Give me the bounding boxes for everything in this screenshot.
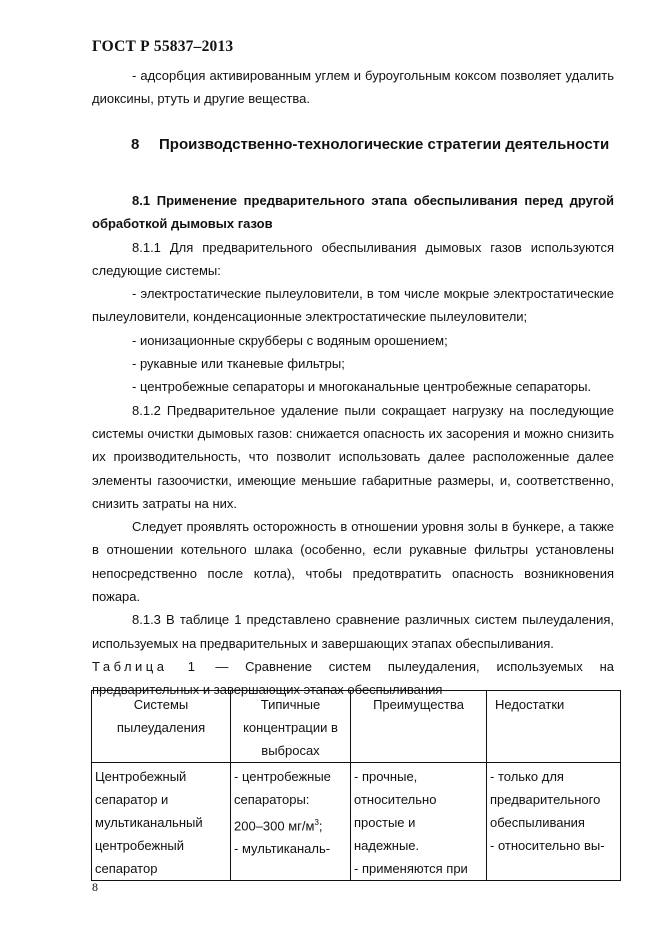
comparison-table — [91, 690, 621, 881]
paragraph-8-1-1: 8.1.1 Для предварительного обеспыливания дымовых газов используются следующие системы: — [92, 239, 614, 278]
paragraph-8-1-3: 8.1.3 В таблице 1 представлено сравнение различных систем пылеудаления, используемых на предварительных и завершающих этапах обеспыливания. — [92, 612, 614, 651]
page-number: 8 — [92, 880, 98, 894]
header-concentrations: Типичные концентрации в выбросах — [231, 691, 351, 763]
concentration-superscript: 3 — [314, 818, 319, 827]
cell-disadvantages: - только для предварительного обеспыливания - относительно вы- — [487, 763, 621, 881]
cell-concentration — [231, 763, 351, 881]
list-item: - ионизационные скрубберы с водяным орошением; — [132, 332, 448, 348]
section-title: Производственно-технологические стратегии деятельности — [159, 136, 610, 153]
subsection-title: 8.1 Применение предварительного этапа обеспыливания перед другой обработкой дымовых газов — [92, 193, 614, 232]
paragraph-caution: Следует проявлять осторожность в отношении уровня золы в бункере, а также в отношении котельного шлака (особенно, если рукавные фильтры установлены непосредственно после котла), чтобы предотвратить опасность возникновения пожара. — [92, 519, 614, 605]
table-caption-label: Таблица 1 — [92, 658, 199, 674]
section-heading — [92, 132, 614, 158]
list-item: - центробежные сепараторы и многоканальные центробежные сепараторы. — [132, 379, 592, 395]
intro-block — [92, 64, 614, 111]
list-item: - электростатические пылеуловители, в том числе мокрые электростатические пылеуловители, конденсационные электростатические пылеуловители; — [92, 286, 614, 325]
cell-system: Центробежный сепаратор и мультиканальный центробежный сепаратор — [92, 763, 231, 881]
header-systems: Системы пылеудаления — [92, 691, 231, 763]
table-row — [92, 763, 621, 881]
table-header-row — [92, 691, 621, 763]
header-disadvantages: Недостатки — [487, 691, 621, 763]
concentration-line: - мультиканаль- — [234, 841, 331, 857]
paragraph-8-1-2: 8.1.2 Предварительное удаление пыли сокращает нагрузку на последующие системы очистки дымовых газов: снижается опасность их засорения и можно снизить их производительность, что позволит использовать далее расположенные далее элементы газоочистки, имеющие меньшие габаритные размеры, и, соответственно, снизить затраты на них. — [92, 402, 614, 511]
table-caption-text: — Сравнение систем пылеудаления, используемых на предварительных и завершающих этапах обеспыливания — [92, 658, 614, 698]
concentration-line: - центробежные сепараторы: — [234, 769, 331, 807]
intro-paragraph: - адсорбция активированным углем и буроугольным коксом позволяет удалить диоксины, ртуть и другие вещества. — [92, 68, 614, 107]
header-advantages: Преимущества — [351, 691, 487, 763]
list-item: - рукавные или тканевые фильтры; — [132, 356, 345, 372]
concentration-line: 200–300 $мг/м^3$; — [234, 818, 323, 834]
concentration-value: 200–300 мг/м — [234, 818, 315, 834]
cell-advantages: - прочные, относительно простые и надежные. - применяются при — [351, 763, 487, 881]
document-header: ГОСТ Р 55837–2013 — [92, 38, 234, 55]
section-body — [92, 189, 614, 702]
section-number: 8 — [131, 136, 140, 153]
